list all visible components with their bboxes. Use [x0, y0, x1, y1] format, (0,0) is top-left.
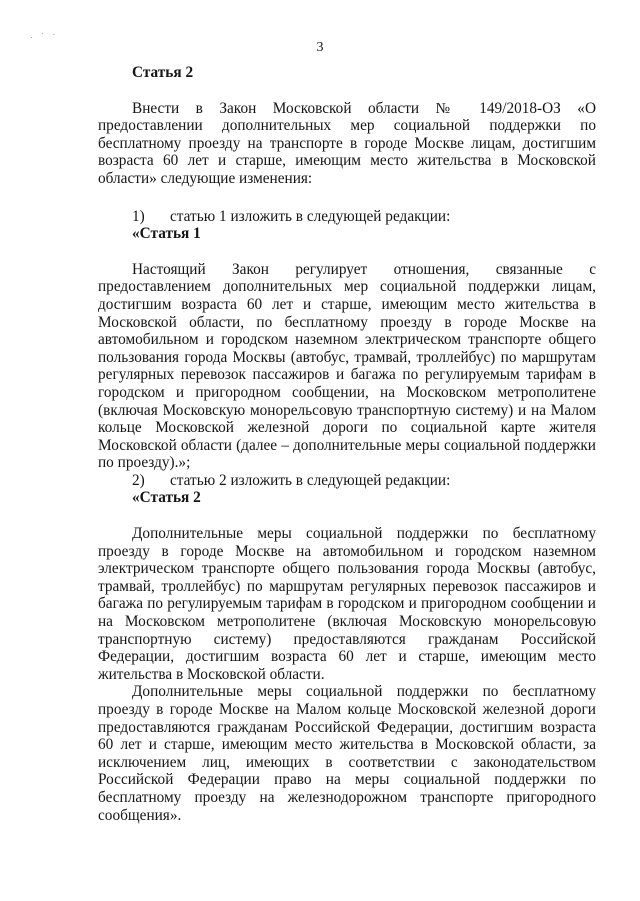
item-number: 2): [132, 471, 145, 489]
amendment-item-1: [132, 208, 596, 226]
item-text: статью 2 изложить в следующей редакции:: [170, 471, 451, 489]
item-text: статью 1 изложить в следующей редакции:: [170, 207, 451, 225]
item-number: 1): [132, 207, 145, 225]
scan-artifact-mark: · ˙ ·: [29, 28, 59, 43]
document-body: [98, 64, 596, 824]
page-number: 3: [316, 40, 324, 55]
amendment-item-2: [132, 472, 596, 490]
article-heading: Статья 2: [132, 64, 194, 81]
quoted-article-2-paragraph-1: Дополнительные меры социальной поддержки по бесплатному проезду в городе Москве на автомобильном и городском наземном электрическом транспорте общего пользования города Москвы (автобус, трамвай, троллейбус) по маршрутам регулярных перевозок пассажиров и багажа по регулируемым тарифам в городском и пригородном сообщении и на Московском метрополитене (включая Московскую монорельсовую транспортную систему) предоставляются гражданам Российской Федерации, достигшим возраста 60 лет и старше, имеющим место жительства в Московской области.: [98, 525, 596, 683]
quoted-article-2-paragraph-2: Дополнительные меры социальной поддержки по бесплатному проезду в городе Москве на Малом кольце Московской железной дороги предоставляются гражданам Российской Федерации, достигшим возраста 60 лет и старше, имеющим место жительства в Московской области, за исключением лиц, имеющих в соответствии с законодательством Российской Федерации право на меры социальной поддержки по бесплатному проезду на железнодорожном транспорте пригородного сообщения».: [98, 683, 596, 824]
quoted-article-2-heading: «Статья 2: [132, 489, 201, 507]
amendment-intro-paragraph: Внести в Закон Московской области № 149/2018-ОЗ «О предоставлении дополнительных мер социальной поддержки по бесплатному проезду на транспорте в городе Москве лицам, достигшим возраста 60 лет и старше, имеющим место жительства в Московской области» следующие изменения:: [98, 99, 596, 187]
quoted-article-1-body: Настоящий Закон регулирует отношения, связанные с предоставлением дополнительных мер социальной поддержки лицам, достигшим возраста 60 лет и старше, имеющим место жительства в Московской области, по бесплатному проезду в городе Москве на автомобильном и городском наземном электрическом транспорте общего пользования города Москвы (автобус, трамвай, троллейбус) по маршрутам регулярных перевозок пассажиров и багажа по регулируемым тарифам в городском и пригородном сообщении, на Московском метрополитене (включая Московскую монорельсовую транспортную систему) и на Малом кольце Московской железной дороги по социальной карте жителя Московской области (далее – дополнительные меры социальной поддержки по проезду).»;: [98, 260, 596, 472]
quoted-article-1-heading: «Статья 1: [132, 225, 201, 243]
